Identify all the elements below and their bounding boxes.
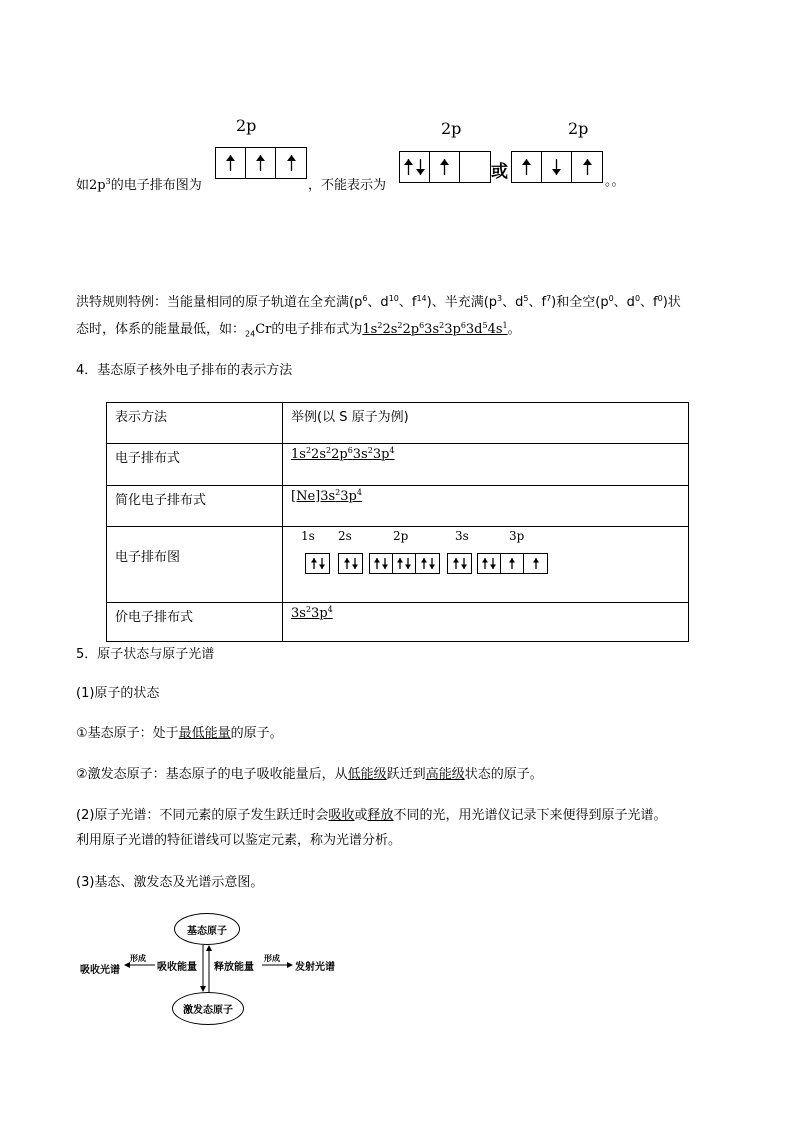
orbital-cell xyxy=(460,152,490,182)
spin-up-arrow-icon xyxy=(481,556,489,571)
orbital-cell xyxy=(524,554,547,573)
orbital-cell xyxy=(306,554,329,573)
table-cell-example: $1s^22s^22p^63s^23p^4$ xyxy=(283,444,689,486)
s-orbital-box-3p xyxy=(477,553,548,574)
spin-down-arrow-icon xyxy=(460,556,468,571)
spin-up-arrow-icon xyxy=(420,556,428,571)
table-cell-example: $[Ne]3s^23p^4$ xyxy=(283,486,689,527)
orbital-cell xyxy=(501,554,524,573)
s-orbital-label-3s: 3s xyxy=(455,529,469,543)
atom-state-heading: (1)原子的状态 xyxy=(76,686,160,701)
spin-up-arrow-icon xyxy=(310,556,318,571)
orbital-box-correct xyxy=(215,147,307,179)
diagram-caption: (3)基态、激发态及光谱示意图。 xyxy=(76,875,264,890)
intro-end-text: 。。 xyxy=(605,174,625,189)
orbital-label-2p-wrong-2: 2p xyxy=(568,119,589,138)
s-orbital-label-1s: 1s xyxy=(301,529,315,543)
spin-up-arrow-icon xyxy=(521,157,532,177)
orbital-cell xyxy=(246,148,276,178)
orbital-cell xyxy=(216,148,246,178)
spin-down-arrow-icon xyxy=(428,556,436,571)
table-cell-method: 电子排布图 xyxy=(107,527,283,603)
atomic-spectrum-text: (2)原子光谱：不同元素的原子发生跃迁时会吸收或释放不同的光，用光谱仪记录下来便得到原子光谱。 xyxy=(76,808,667,823)
spin-up-arrow-icon xyxy=(286,153,297,173)
table-cell-method: 简化电子排布式 xyxy=(107,486,283,527)
release-energy-label: 释放能量 xyxy=(214,962,254,973)
s-orbital-box-2s xyxy=(338,553,363,574)
table-cell-method: 价电子排布式 xyxy=(107,603,283,642)
table-header-method: 表示方法 xyxy=(107,403,283,444)
spin-down-arrow-icon xyxy=(489,556,497,571)
spin-up-arrow-icon xyxy=(225,153,236,173)
spin-down-arrow-icon xyxy=(351,556,359,571)
orbital-label-2p-correct: 2p xyxy=(236,116,257,135)
table-header-example: 举例(以 S 原子为例) xyxy=(283,403,689,444)
orbital-cell xyxy=(416,554,439,573)
s-orbital-box-2p xyxy=(369,553,440,574)
spin-up-arrow-icon xyxy=(255,153,266,173)
table-cell-method: 电子排布式 xyxy=(107,444,283,486)
spin-up-arrow-icon xyxy=(508,556,516,571)
emission-spectrum-label: 发射光谱 xyxy=(295,962,335,973)
spin-down-arrow-icon xyxy=(551,157,562,177)
table-row xyxy=(107,527,689,603)
intro-or-text: 或 xyxy=(491,162,508,182)
excited-state-text: ②激发态原子：基态原子的电子吸收能量后，从低能级跃迁到高能级状态的原子。 xyxy=(76,767,543,782)
absorb-energy-label: 吸收能量 xyxy=(157,962,197,973)
hund-line-2: 态时，体系的能量最低，如：$_{24}$Cr的电子排布式为$1s^22s^22p^63s^23p^63d^54s^1$。 xyxy=(76,321,521,339)
spin-up-arrow-icon xyxy=(373,556,381,571)
absorption-spectrum-label: 吸收光谱 xyxy=(80,965,120,976)
hund-line-1: 洪特规则特例：当能量相同的原子轨道在全充满($p^6$、$d^{10}$、$f^{14}$)、半充满($p^3$、$d^5$、$f^7$)和全空($p^0$、$d^0$、$f^0$)状 xyxy=(76,294,681,310)
orbital-cell xyxy=(478,554,501,573)
spin-up-arrow-icon xyxy=(403,157,414,177)
orbital-label-2p-wrong-1: 2p xyxy=(441,119,462,138)
spin-up-arrow-icon xyxy=(532,556,540,571)
orbital-cell xyxy=(370,554,393,573)
table-row xyxy=(107,603,689,642)
orbital-cell xyxy=(430,152,460,182)
representation-table xyxy=(106,402,689,642)
excited-state-node: 激发态原子 xyxy=(172,992,244,1025)
s-orbital-box-3s xyxy=(447,553,472,574)
spin-down-arrow-icon xyxy=(318,556,326,571)
table-row xyxy=(107,403,689,444)
table-cell-example: $3s^23p^4$ xyxy=(283,603,689,642)
ground-state-node: 基态原子 xyxy=(174,913,240,945)
spin-down-arrow-icon xyxy=(404,556,412,571)
s-orbital-label-2s: 2s xyxy=(338,529,352,543)
orbital-cell xyxy=(542,152,572,182)
orbital-cell xyxy=(512,152,542,182)
orbital-box-wrong-2 xyxy=(511,151,603,183)
section-4-heading: 4．基态原子核外电子排布的表示方法 xyxy=(76,363,293,378)
form-right-label: 形成 xyxy=(264,954,280,963)
spectral-analysis-text: 利用原子光谱的特征谱线可以鉴定元素，称为光谱分析。 xyxy=(76,833,402,848)
section-5-heading: 5．原子状态与原子光谱 xyxy=(76,647,215,662)
table-row xyxy=(107,486,689,527)
orbital-cell xyxy=(572,152,602,182)
ground-state-text: ①基态原子：处于最低能量的原子。 xyxy=(76,726,283,741)
spin-down-arrow-icon xyxy=(381,556,389,571)
spin-up-arrow-icon xyxy=(343,556,351,571)
table-row xyxy=(107,444,689,486)
spin-up-arrow-icon xyxy=(439,157,450,177)
orbital-cell xyxy=(339,554,362,573)
intro-sentence-start: 如$2p^3$的电子排布图为 xyxy=(76,177,202,193)
table-cell-orbital-diagram xyxy=(283,527,689,603)
orbital-cell xyxy=(393,554,416,573)
spin-up-arrow-icon xyxy=(582,157,593,177)
spin-down-arrow-icon xyxy=(415,157,426,177)
orbital-cell xyxy=(276,148,306,178)
s-orbital-label-3p: 3p xyxy=(509,529,525,543)
orbital-cell xyxy=(400,152,430,182)
s-orbital-box-1s xyxy=(305,553,330,574)
form-left-label: 形成 xyxy=(130,954,146,963)
cr-electron-config: $1s^22s^22p^63s^23p^63d^54s^1$ xyxy=(362,321,508,337)
s-orbital-label-2p: 2p xyxy=(393,529,409,543)
orbital-cell xyxy=(448,554,471,573)
intro-cannot-text: ，不能表示为 xyxy=(308,178,387,193)
spin-up-arrow-icon xyxy=(452,556,460,571)
spin-up-arrow-icon xyxy=(396,556,404,571)
orbital-box-wrong-1 xyxy=(399,151,491,183)
